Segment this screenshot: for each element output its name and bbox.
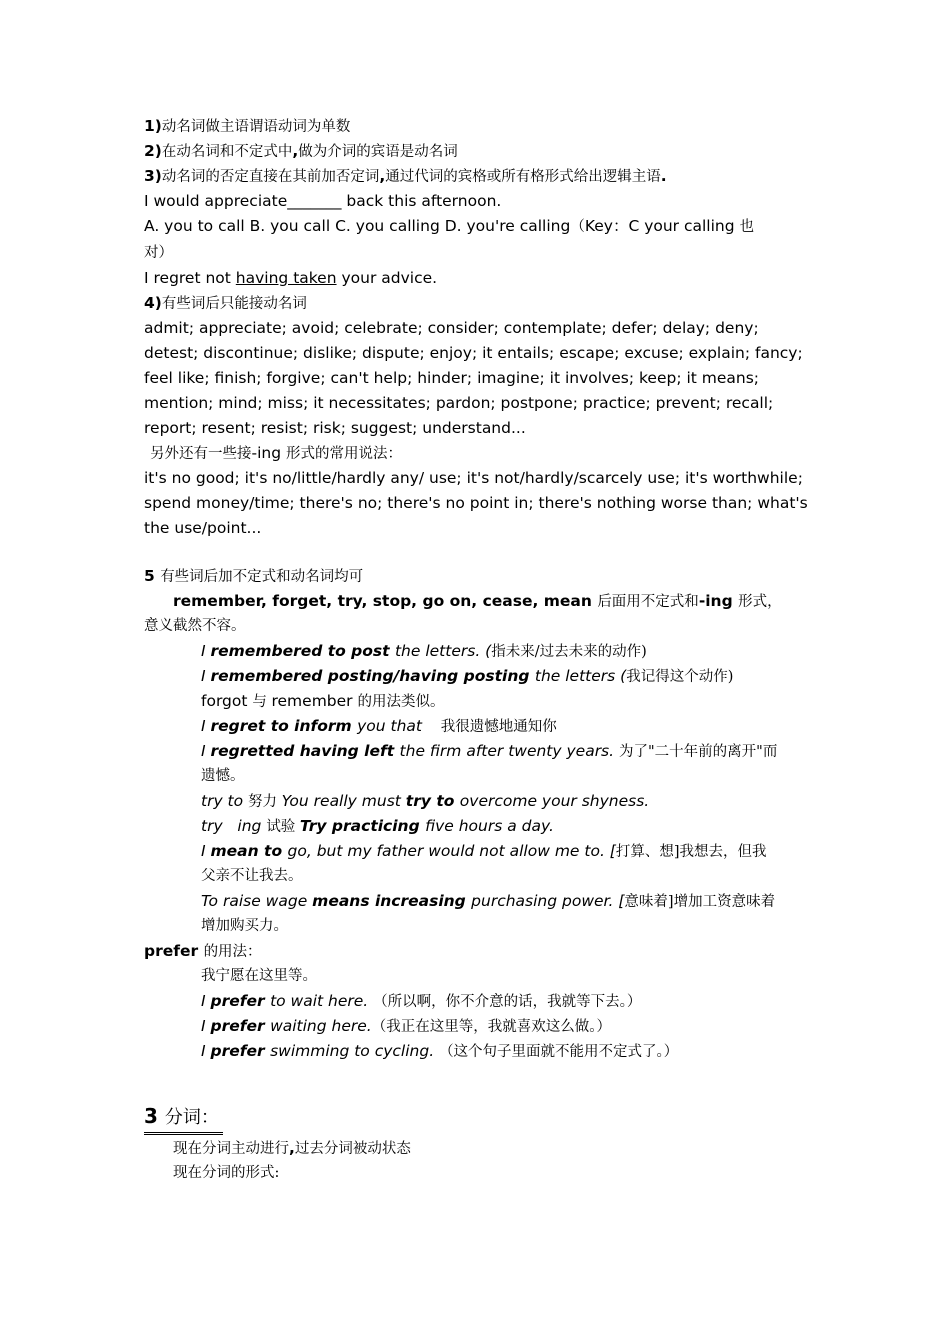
- rule-number: 3): [144, 167, 162, 185]
- detail-text-2: 形式，: [738, 594, 782, 610]
- rule-5-detail-cont: 意义截然不容。: [144, 618, 246, 634]
- ex-rest: go, but my father would not allow me to. [: [287, 842, 616, 860]
- example-forgot-note: [144, 689, 810, 714]
- rule-number: 5: [144, 567, 161, 585]
- ex-key-phrase: prefer: [210, 1017, 271, 1035]
- ex-note: （我正在这里等，我就喜欢这么做。）: [371, 1019, 611, 1035]
- ex-form: try ing: [201, 817, 267, 835]
- section-heading: [144, 1102, 223, 1135]
- rule-2: [144, 139, 810, 164]
- ex-note: 与: [252, 694, 272, 710]
- example-means-ing: [144, 889, 810, 914]
- ex-subject: I: [201, 742, 211, 760]
- rule-5-detail: [144, 589, 810, 614]
- prefer-label: 的用法：: [203, 944, 262, 960]
- rule-text: 做为介词的宾语是动名词: [298, 144, 458, 160]
- example-mean-to-cont: 父亲不让我去。: [201, 868, 303, 884]
- rule-4: [144, 291, 810, 316]
- ing-form: -ing: [698, 592, 739, 610]
- document-page: [144, 114, 810, 1186]
- ex-key-phrase: prefer: [210, 992, 271, 1010]
- rule-number: 2): [144, 142, 162, 160]
- spacer: [144, 1064, 810, 1102]
- ex-subject: I: [201, 667, 211, 685]
- ex-key-phrase: prefer: [210, 1042, 271, 1060]
- ing-intro-text: 另外还有一些接: [150, 446, 252, 462]
- ex-note: 指未来/过去未来的动作): [491, 644, 647, 660]
- example-try-to: [144, 789, 810, 814]
- sentence-post: your advice.: [336, 269, 438, 287]
- ex-key-phrase: means increasing: [312, 892, 472, 910]
- ex-subject: To raise wage: [201, 892, 313, 910]
- ex-subject: I: [201, 1042, 211, 1060]
- rule-text: 动名词的否定直接在其前加否定词: [161, 169, 380, 185]
- verb-list: remember, forget, try, stop, go on, cease, mean: [173, 592, 598, 610]
- ex-note: 我记得这个动作): [626, 669, 734, 685]
- ex-subject: I: [201, 642, 211, 660]
- answer-options: [144, 214, 810, 266]
- ex-subject: I: [201, 717, 211, 735]
- example-sentence-1: I would appreciate_______ back this afternoon.: [144, 192, 502, 210]
- rule-number: 1): [144, 117, 162, 135]
- key-open: （: [570, 219, 585, 235]
- ex-sentence: You really must: [281, 792, 406, 810]
- ex-key-phrase: regret to inform: [210, 717, 358, 735]
- ex-key-phrase: remembered to post: [210, 642, 395, 660]
- example-remember-ing: [144, 664, 810, 689]
- rule-text: 通过代词的宾格或所有格形式给出逻辑主语: [385, 169, 661, 185]
- answer-key: Key：C your calling: [584, 217, 740, 235]
- ex-rest: the firm after twenty years.: [399, 742, 619, 760]
- ex-word: forgot: [201, 692, 253, 710]
- ex-word-2: remember: [271, 692, 358, 710]
- section-3-heading: [144, 1102, 810, 1136]
- ex-rest: to wait here.: [270, 992, 374, 1010]
- comma: ,: [289, 1139, 295, 1157]
- sentence-pre: I regret not: [144, 269, 236, 287]
- ing-intro: [144, 441, 810, 466]
- ex-note: 努力: [248, 794, 282, 810]
- ex-note: 为了"二十年前的离开"而: [619, 744, 778, 760]
- ex-note-2: 的用法类似。: [357, 694, 445, 710]
- key-note: 也: [739, 219, 755, 235]
- example-regretted-ing: [144, 739, 810, 764]
- example-mean-to: [144, 839, 810, 864]
- spacer: [144, 541, 810, 564]
- ex-note: 我很遗憾地通知你: [426, 719, 557, 735]
- example-regret-to: [144, 714, 810, 739]
- ex-note: 意味着]增加工资意味着: [624, 894, 776, 910]
- underlined-phrase: having taken: [235, 269, 337, 287]
- ex-key-phrase: regretted having left: [210, 742, 400, 760]
- ex-rest: the letters. (: [394, 642, 492, 660]
- ex-rest: overcome your shyness.: [459, 792, 650, 810]
- section-number: 3: [144, 1104, 165, 1128]
- rule-5: [144, 564, 810, 589]
- prefer-example-1: [144, 989, 810, 1014]
- ex-key-phrase: mean to: [210, 842, 288, 860]
- rule-text: 有些词后只能接动名词: [161, 296, 307, 312]
- comma: ,: [292, 142, 299, 160]
- comma: ,: [379, 167, 386, 185]
- detail-text: 后面用不定式和: [597, 594, 699, 610]
- example-means-ing-cont: 增加购买力。: [201, 918, 288, 934]
- key-note-2: 对）: [144, 245, 173, 261]
- ing-intro-text-2: 形式的常用说法：: [286, 446, 402, 462]
- prefer-example-2: [144, 1014, 810, 1039]
- example-sentence-2: [144, 266, 810, 291]
- ex-rest: five hours a day.: [425, 817, 554, 835]
- prefer-example-3: [144, 1039, 810, 1064]
- ex-rest: waiting here.: [270, 1017, 372, 1035]
- options-text: A. you to call B. you call C. you calling D. you're calling: [144, 217, 571, 235]
- participle-note-1: [144, 1136, 810, 1161]
- ex-key-phrase: try to: [405, 792, 460, 810]
- ex-subject: I: [201, 1017, 211, 1035]
- example-remember-to: [144, 639, 810, 664]
- prefer-heading: [144, 939, 810, 964]
- ex-note: （这个句子里面就不能用不定式了。）: [439, 1044, 679, 1060]
- note-text: 现在分词主动进行: [173, 1141, 289, 1157]
- rule-text: 在动名词和不定式中: [161, 144, 293, 160]
- section-title: 分词：: [164, 1107, 219, 1128]
- ex-subject: I: [201, 992, 211, 1010]
- prefer-example-0: 我宁愿在这里等。: [201, 968, 317, 984]
- ex-note: 打算、想]我想去，但我: [615, 844, 767, 860]
- ex-note: 试验: [266, 819, 300, 835]
- rule-3: [144, 164, 810, 189]
- participle-note-2: 现在分词的形式:: [173, 1165, 280, 1181]
- ex-key-phrase: Try practicing: [299, 817, 426, 835]
- note-text-2: 过去分词被动状态: [294, 1141, 411, 1157]
- ex-subject: I: [201, 842, 211, 860]
- ing-form: -ing: [251, 444, 286, 462]
- ex-rest: swimming to cycling.: [270, 1042, 440, 1060]
- rule-text: 动名词做主语谓语动词为单数: [161, 119, 351, 135]
- period: .: [660, 167, 667, 185]
- ex-form: try to: [201, 792, 249, 810]
- example-regretted-ing-cont: 遗憾。: [201, 768, 245, 784]
- ex-note: （所以啊，你不介意的话，我就等下去。）: [373, 994, 642, 1010]
- rule-text: 有些词后加不定式和动名词均可: [160, 569, 364, 585]
- example-try-ing: [144, 814, 810, 839]
- ex-rest: purchasing power. [: [471, 892, 625, 910]
- ex-key-phrase: remembered posting/having posting: [210, 667, 535, 685]
- prefer-word: prefer: [144, 942, 204, 960]
- ing-expressions-list: it's no good; it's no/little/hardly any/ use; it's not/hardly/scarcely use; it's worthwhile; spend money/time; there's no; there's no point in; there's nothing worse than; what's the use/point...: [144, 469, 808, 537]
- ex-rest: you that: [357, 717, 427, 735]
- gerund-verbs-list: admit; appreciate; avoid; celebrate; consider; contemplate; defer; delay; deny; detest; discontinue; dislike; dispute; enjoy; it entails; escape; excuse; explain; fancy; feel like; finish; forgive; can't help; hinder; imagine; it involves; keep; it means; mention; mind; miss; it necessitates; pardon; postpone; practice; prevent; recall; report; resent; resist; risk; suggest; understand...: [144, 319, 803, 437]
- rule-number: 4): [144, 294, 162, 312]
- ex-rest: the letters (: [534, 667, 627, 685]
- rule-1: [144, 114, 810, 139]
